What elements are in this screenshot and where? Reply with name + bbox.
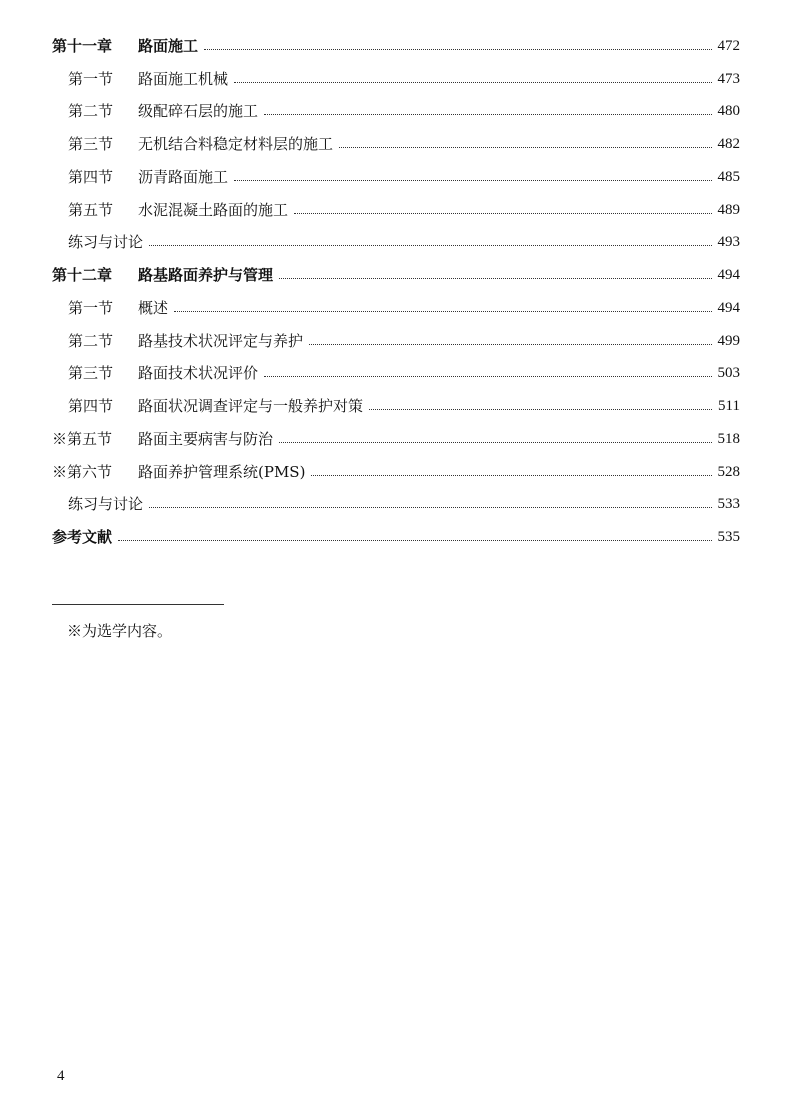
toc-leader-dots [174, 311, 711, 312]
toc-section-title: 路基技术状况评定与养护 [138, 331, 304, 350]
toc-entry-lead [52, 137, 333, 152]
toc-leader-dots [204, 49, 711, 50]
toc-entry-lead [52, 429, 274, 448]
toc-section-title: 无机结合料稳定材料层的施工 [138, 135, 334, 154]
toc-section-title: 概述 [138, 298, 169, 317]
toc-chapter-label: 第十二章 [52, 266, 113, 285]
toc-section-row[interactable] [52, 325, 740, 358]
toc-leader-dots [311, 475, 711, 476]
toc-page-number: 494 [717, 299, 740, 316]
toc-chapter-title: 路基路面养护与管理 [138, 266, 274, 285]
toc-section-title: 水泥混凝土路面的施工 [138, 200, 289, 219]
toc-page-number: 482 [717, 136, 740, 153]
toc-entry-lead [52, 167, 229, 186]
toc-section-row[interactable] [52, 96, 740, 129]
toc-entry-lead [52, 69, 229, 88]
toc-optional-section-row[interactable] [52, 456, 740, 489]
toc-section-row[interactable] [52, 161, 740, 194]
toc-page-number: 503 [717, 365, 740, 382]
toc-leader-dots [234, 180, 711, 181]
toc-section-label: ※第五节 [52, 429, 113, 448]
toc-page-number: 493 [717, 234, 740, 251]
toc-section-row[interactable] [52, 128, 740, 161]
toc-page-number: 518 [717, 430, 740, 447]
toc-chapter-title: 路面施工 [138, 36, 199, 55]
footnote-text: ※为选学内容。 [67, 622, 173, 640]
toc-references-row[interactable] [52, 521, 740, 554]
toc-exercise-title: 练习与讨论 [68, 495, 144, 514]
toc-page-number: 528 [717, 463, 740, 480]
toc-section-label: 第二节 [68, 102, 114, 121]
toc-leader-dots [279, 278, 711, 279]
toc-entry-lead [52, 462, 306, 481]
toc-optional-section-row[interactable] [52, 423, 740, 456]
toc-section-title: 路面状况调查评定与一般养护对策 [138, 397, 364, 416]
toc-entry-lead [52, 235, 143, 250]
toc-entry-lead [52, 366, 258, 381]
toc-section-label: 第四节 [68, 167, 114, 186]
toc-chapter-row[interactable] [52, 30, 740, 63]
toc-section-label: 第一节 [68, 69, 114, 88]
toc-section-label: 第三节 [68, 135, 114, 154]
toc-section-title: 路面施工机械 [138, 69, 229, 88]
toc-leader-dots [118, 540, 711, 541]
toc-page-number: 480 [717, 103, 740, 120]
toc-exercise-row[interactable] [52, 489, 740, 522]
toc-entry-lead [52, 331, 304, 350]
table-of-contents [52, 30, 740, 554]
toc-leader-dots [294, 213, 711, 214]
toc-leader-dots [309, 344, 711, 345]
toc-section-title: 路面技术状况评价 [138, 364, 259, 383]
toc-page-number: 533 [717, 496, 740, 513]
toc-page-number: 473 [717, 70, 740, 87]
toc-section-label: 第四节 [68, 397, 114, 416]
toc-page-number: 499 [717, 332, 740, 349]
toc-section-label: ※第六节 [52, 462, 113, 481]
toc-entry-lead [52, 497, 143, 512]
toc-section-row[interactable] [52, 194, 740, 227]
toc-page-number: 494 [717, 267, 740, 284]
toc-entry-lead [52, 104, 258, 119]
toc-entry-lead [52, 530, 112, 545]
toc-section-title: 沥青路面施工 [138, 167, 229, 186]
toc-leader-dots [264, 376, 711, 377]
toc-section-row[interactable] [52, 390, 740, 423]
toc-entry-lead [52, 399, 363, 414]
toc-section-row[interactable] [52, 292, 740, 325]
toc-page-number: 535 [717, 529, 740, 546]
toc-section-label: 第一节 [68, 298, 114, 317]
toc-references-title: 参考文献 [52, 528, 113, 547]
toc-section-title: 路面主要病害与防治 [138, 429, 274, 448]
toc-entry-lead [52, 200, 289, 219]
toc-page-number: 472 [717, 37, 740, 54]
toc-chapter-row[interactable] [52, 259, 740, 292]
toc-entry-lead [52, 268, 273, 283]
page-number: 4 [57, 1068, 65, 1084]
toc-page-number: 511 [718, 398, 740, 415]
toc-entry-lead [52, 36, 199, 55]
toc-section-title: 级配碎石层的施工 [138, 102, 259, 121]
toc-section-row[interactable] [52, 358, 740, 391]
toc-section-label: 第二节 [68, 331, 114, 350]
toc-leader-dots [339, 147, 711, 148]
toc-entry-lead [52, 298, 169, 317]
toc-page-number: 489 [717, 201, 740, 218]
toc-chapter-label: 第十一章 [52, 36, 113, 55]
toc-exercise-title: 练习与讨论 [68, 233, 144, 252]
toc-section-label: 第三节 [68, 364, 114, 383]
toc-leader-dots [149, 245, 711, 246]
toc-leader-dots [369, 409, 712, 410]
footnote-divider [52, 604, 224, 605]
toc-section-row[interactable] [52, 63, 740, 96]
toc-section-label: 第五节 [68, 200, 114, 219]
toc-exercise-row[interactable] [52, 227, 740, 260]
toc-leader-dots [279, 442, 711, 443]
toc-page-number: 485 [717, 168, 740, 185]
toc-section-title: 路面养护管理系统(PMS) [138, 462, 306, 481]
toc-leader-dots [264, 114, 711, 115]
toc-leader-dots [149, 507, 711, 508]
toc-leader-dots [234, 82, 711, 83]
